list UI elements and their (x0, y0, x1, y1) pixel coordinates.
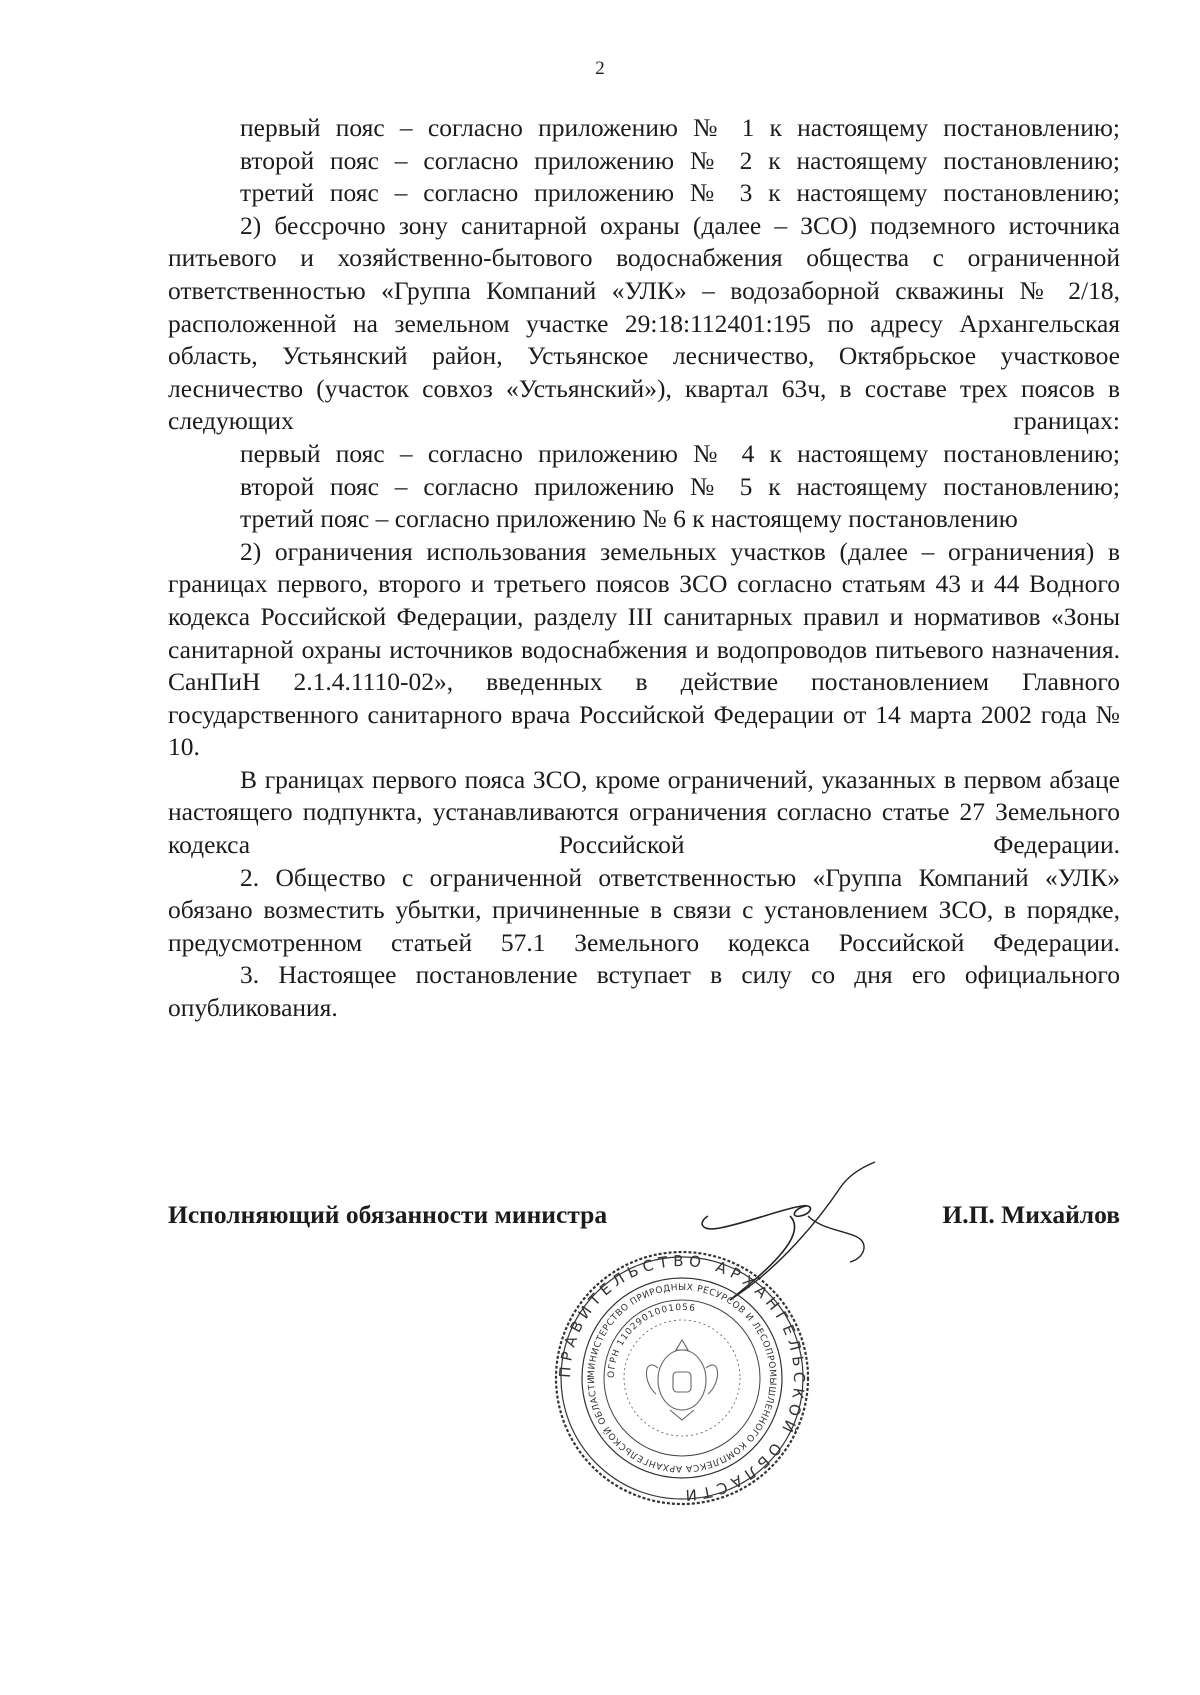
paragraph-zone2-belt2: второй пояс – согласно приложению № 5 к настоящему постановлению; (240, 471, 1120, 501)
document-body (168, 112, 1120, 1025)
seal-outer-text: ПРАВИТЕЛЬСТВО АРХАНГЕЛЬСКОЙ ОБЛАСТИ (555, 1251, 809, 1505)
signatory-name: И.П. Михайлов (942, 1200, 1120, 1229)
paragraph-compensation: 2. Общество с ограниченной ответственностью «Группа Компаний «УЛК» обязано возместить убытки, причиненные в связи с установлением ЗСО, в порядке, предусмотренном статьей 57.1 Земельного кодекса Российской Федерации. (168, 862, 1120, 957)
seal-ogrn: ОГРН 1102901001056 (606, 1302, 697, 1379)
paragraph-zone1-belt2: второй пояс – согласно приложению № 2 к настоящему постановлению; (240, 145, 1120, 175)
signatory-position: Исполняющий обязанности министра (168, 1200, 608, 1229)
paragraph-zone1-belt1: первый пояс – согласно приложению № 1 к настоящему постановлению; (240, 113, 1120, 142)
official-seal (552, 1248, 812, 1508)
paragraph-effective-date: 3. Настоящее постановление вступает в силу со дня его официального опубликования. (168, 960, 1120, 1023)
coat-of-arms-icon (646, 1340, 717, 1420)
seal-inner-text: МИНИСТЕРСТВО ПРИРОДНЫХ РЕСУРСОВ И ЛЕСОПРОМЫШЛЕННОГО КОМПЛЕКСА АРХАНГЕЛЬСКОЙ ОБЛАСТИ (586, 1282, 778, 1474)
paragraph-zone2-belt3: третий пояс – согласно приложению № 6 к настоящему постановлению (240, 504, 1018, 534)
page-number: 2 (595, 58, 605, 79)
paragraph-zone2-description: 2) бессрочно зону санитарной охраны (далее – ЗСО) подземного источника питьевого и хозяйственно-бытового водоснабжения общества с ограниченной ответственностью «Группа Компаний «УЛК» – водозаборной скважины № 2/18, расположенной на земельном участке 29:18:112401:195 по адресу Архангельская область, Устьянский район, Устьянское лесничество, Октябрьское участковое лесничество (участок совхоз «Устьянский»), квартал 63ч, в составе трех поясов в следующих границах: (168, 210, 1120, 436)
paragraph-restrictions: 2) ограничения использования земельных участков (далее – ограничения) в границах первого, второго и третьего поясов ЗСО согласно статьям 43 и 44 Водного кодекса Российской Федерации, разделу III санитарных правил и нормативов «Зоны санитарной охраны источников водоснабжения и водопроводов питьевого назначения. СанПиН 2.1.4.1110-02», введенных в действие постановлением Главного государственного санитарного врача Российской Федерации от 14 марта 2002 года № 10. (168, 536, 1120, 762)
paragraph-zone1-belt3: третий пояс – согласно приложению № 3 к настоящему постановлению; (240, 178, 1120, 208)
paragraph-first-belt-restrictions: В границах первого пояса ЗСО, кроме ограничений, указанных в первом абзаце настоящего подпункта, устанавливаются ограничения согласно статье 27 Земельного кодекса Российской Федерации. (168, 764, 1120, 860)
paragraph-zone2-belt1: первый пояс – согласно приложению № 4 к настоящему постановлению; (240, 438, 1120, 468)
